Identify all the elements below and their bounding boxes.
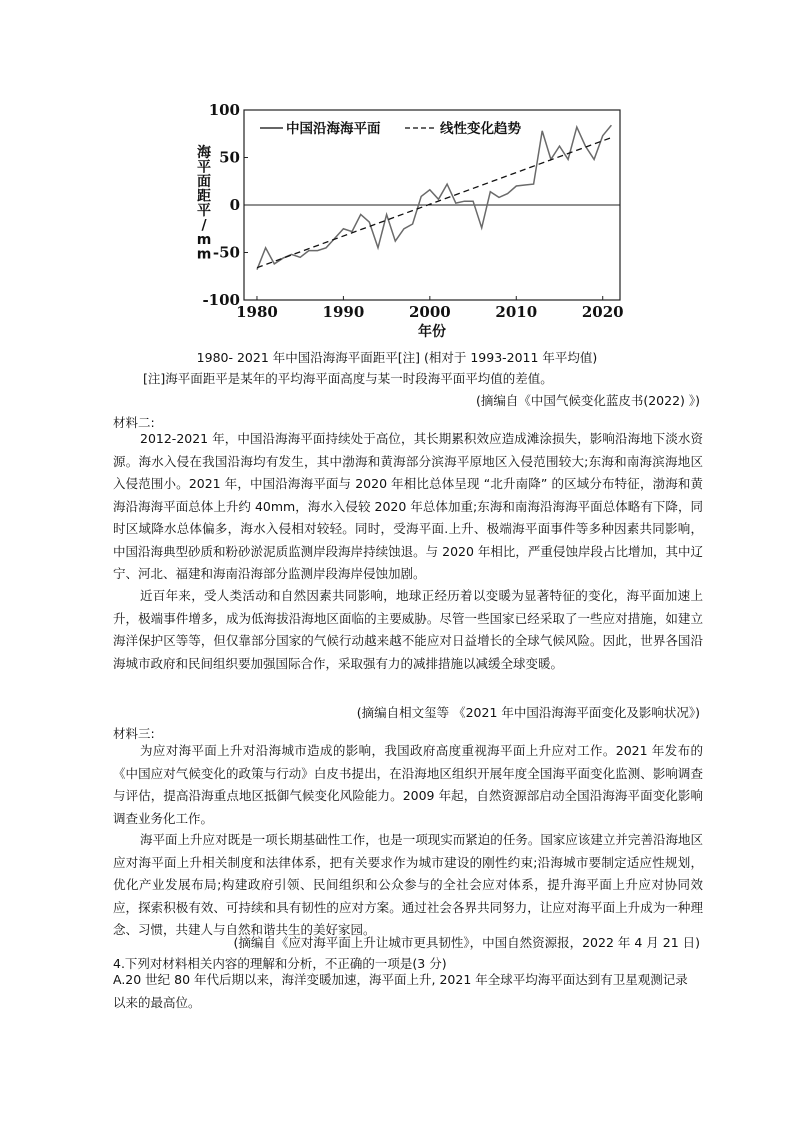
material-2-heading: 材料二: xyxy=(113,415,155,430)
legend-label-series-2: 线性变化趋势 xyxy=(440,121,521,137)
series-trend-line xyxy=(257,138,611,268)
material-3-heading: 材料三: xyxy=(113,726,155,741)
y-tick-label: -50 xyxy=(212,243,240,262)
x-axis-label: 年份 xyxy=(418,324,446,340)
chart-caption: 1980- 2021 年中国沿海海平面距平[注] (相对于 1993-2011 年平均值) xyxy=(196,350,598,365)
question-4: 4.下列对材料相关内容的理解和分析，不正确的一项是(3 分) xyxy=(113,956,447,971)
y-tick-label: -100 xyxy=(202,291,240,309)
chart-note: [注]海平面距平是某年的平均海平面高度与某一时段海平面平均值的差值。 xyxy=(143,371,553,386)
source-3: (摘编自《应对海平面上升让城市更具韧性》，中国自然资源报，2022 年 4 月 21 日) xyxy=(233,935,700,950)
x-tick-label: 1980 xyxy=(236,303,278,321)
option-a: A.20 世纪 80 年代后期以来，海洋变暖加速，海平面上升, 2021 年全球平均海平面达到有卫星观测记录以来的最高位。 xyxy=(113,972,688,1010)
y-tick-label: 50 xyxy=(219,148,240,167)
material-2-paragraph-2: 近百年来，受人类活动和自然因素共同影响，地球正经历着以变暖为显著特征的变化，海平面加速上升，极端事件增多，成为低海拔沿海地区面临的主要威胁。尽管一些国家已经采取了一些应对措施，如建立海洋保护区等等，但仅靠部分国家的气候行动越来越不能应对日益增长的全球气候风险。因此，世界各国沿海城市政府和民间组织要加强国际合作，采取强有力的减排措施以减缓全球变暖。 xyxy=(113,588,703,671)
source-1: (摘编自《中国气候变化蓝皮书(2022) 》) xyxy=(475,393,700,408)
series-group xyxy=(257,125,611,269)
sea-level-chart xyxy=(180,96,640,344)
legend-label-series-1: 中国沿海海平面 xyxy=(286,121,381,137)
material-2-paragraph-1: 2012-2021 年，中国沿海海平面持续处于高位，其长期累积效应造成滩涂损失，影响沿海地下淡水资源。海水入侵在我国沿海均有发生，其中渤海和黄海部分滨海平原地区入侵范围较大;东海和南海滨海地区入侵范围小。2021 年，中国沿海海平面与 2020 年相比总体呈现 “北升南降” 的区域分布特征，渤海和黄海沿海海平面总体上升约 40mm，海水入侵较 2020 年总体加重;东海和南海沿海海平面总体略有下降，同时区域降水总体偏多，海水入侵相对较轻。同时，受海平面.上升、极端海平面事件等多种因素共同影响，中国沿海典型砂质和粉砂淤泥质监测岸段海岸持续蚀退。与 2020 年相比，严重侵蚀岸段占比增加，其中辽宁、河北、福建和海南沿海部分监测岸段海岸侵蚀加剧。 xyxy=(113,431,703,581)
x-tick-label: 2020 xyxy=(581,303,624,321)
material-3-paragraph-2: 海平面上升应对既是一项长期基础性工作，也是一项现实而紧迫的任务。国家应该建立并完善沿海地区应对海平面上升相关制度和法律体系，把有关要求作为城市建设的刚性约束;沿海城市要制定适应性规划，优化产业发展布局;构建政府引领、民间组织和公众参与的全社会应对体系，提升海平面上升应对协同效应，探索积极有效、可持续和具有韧性的应对方案。通过社会各界共同努力，让应对海平面上升成为一种理念、习惯，共建人与自然和谐共生的美好家园。 xyxy=(113,832,703,937)
material-3-paragraph-1: 为应对海平面上升对沿海城市造成的影响，我国政府高度重视海平面上升应对工作。2021 年发布的《中国应对气候变化的政策与行动》白皮书提出，在沿海地区组织开展年度全国海平面变化监测、影响调查与评估，提高沿海重点地区抵御气候变化风险能力。2009 年起，自然资源部启动全国沿海海平面变化影响调查业务化工作。 xyxy=(113,743,703,826)
x-tick-label: 2010 xyxy=(495,303,538,321)
y-tick-label: 0 xyxy=(229,196,240,214)
x-tick-label: 1990 xyxy=(322,303,365,321)
y-axis-label: 海平面距平/ m m xyxy=(196,145,212,263)
chart-svg xyxy=(180,96,640,344)
series-sea-level-line xyxy=(257,125,611,269)
x-tick-label: 2000 xyxy=(408,303,451,321)
source-2: (摘编自相文玺等 《2021 年中国沿海海平面变化及影响状况》) xyxy=(356,705,700,720)
y-tick-label: 100 xyxy=(208,101,240,119)
